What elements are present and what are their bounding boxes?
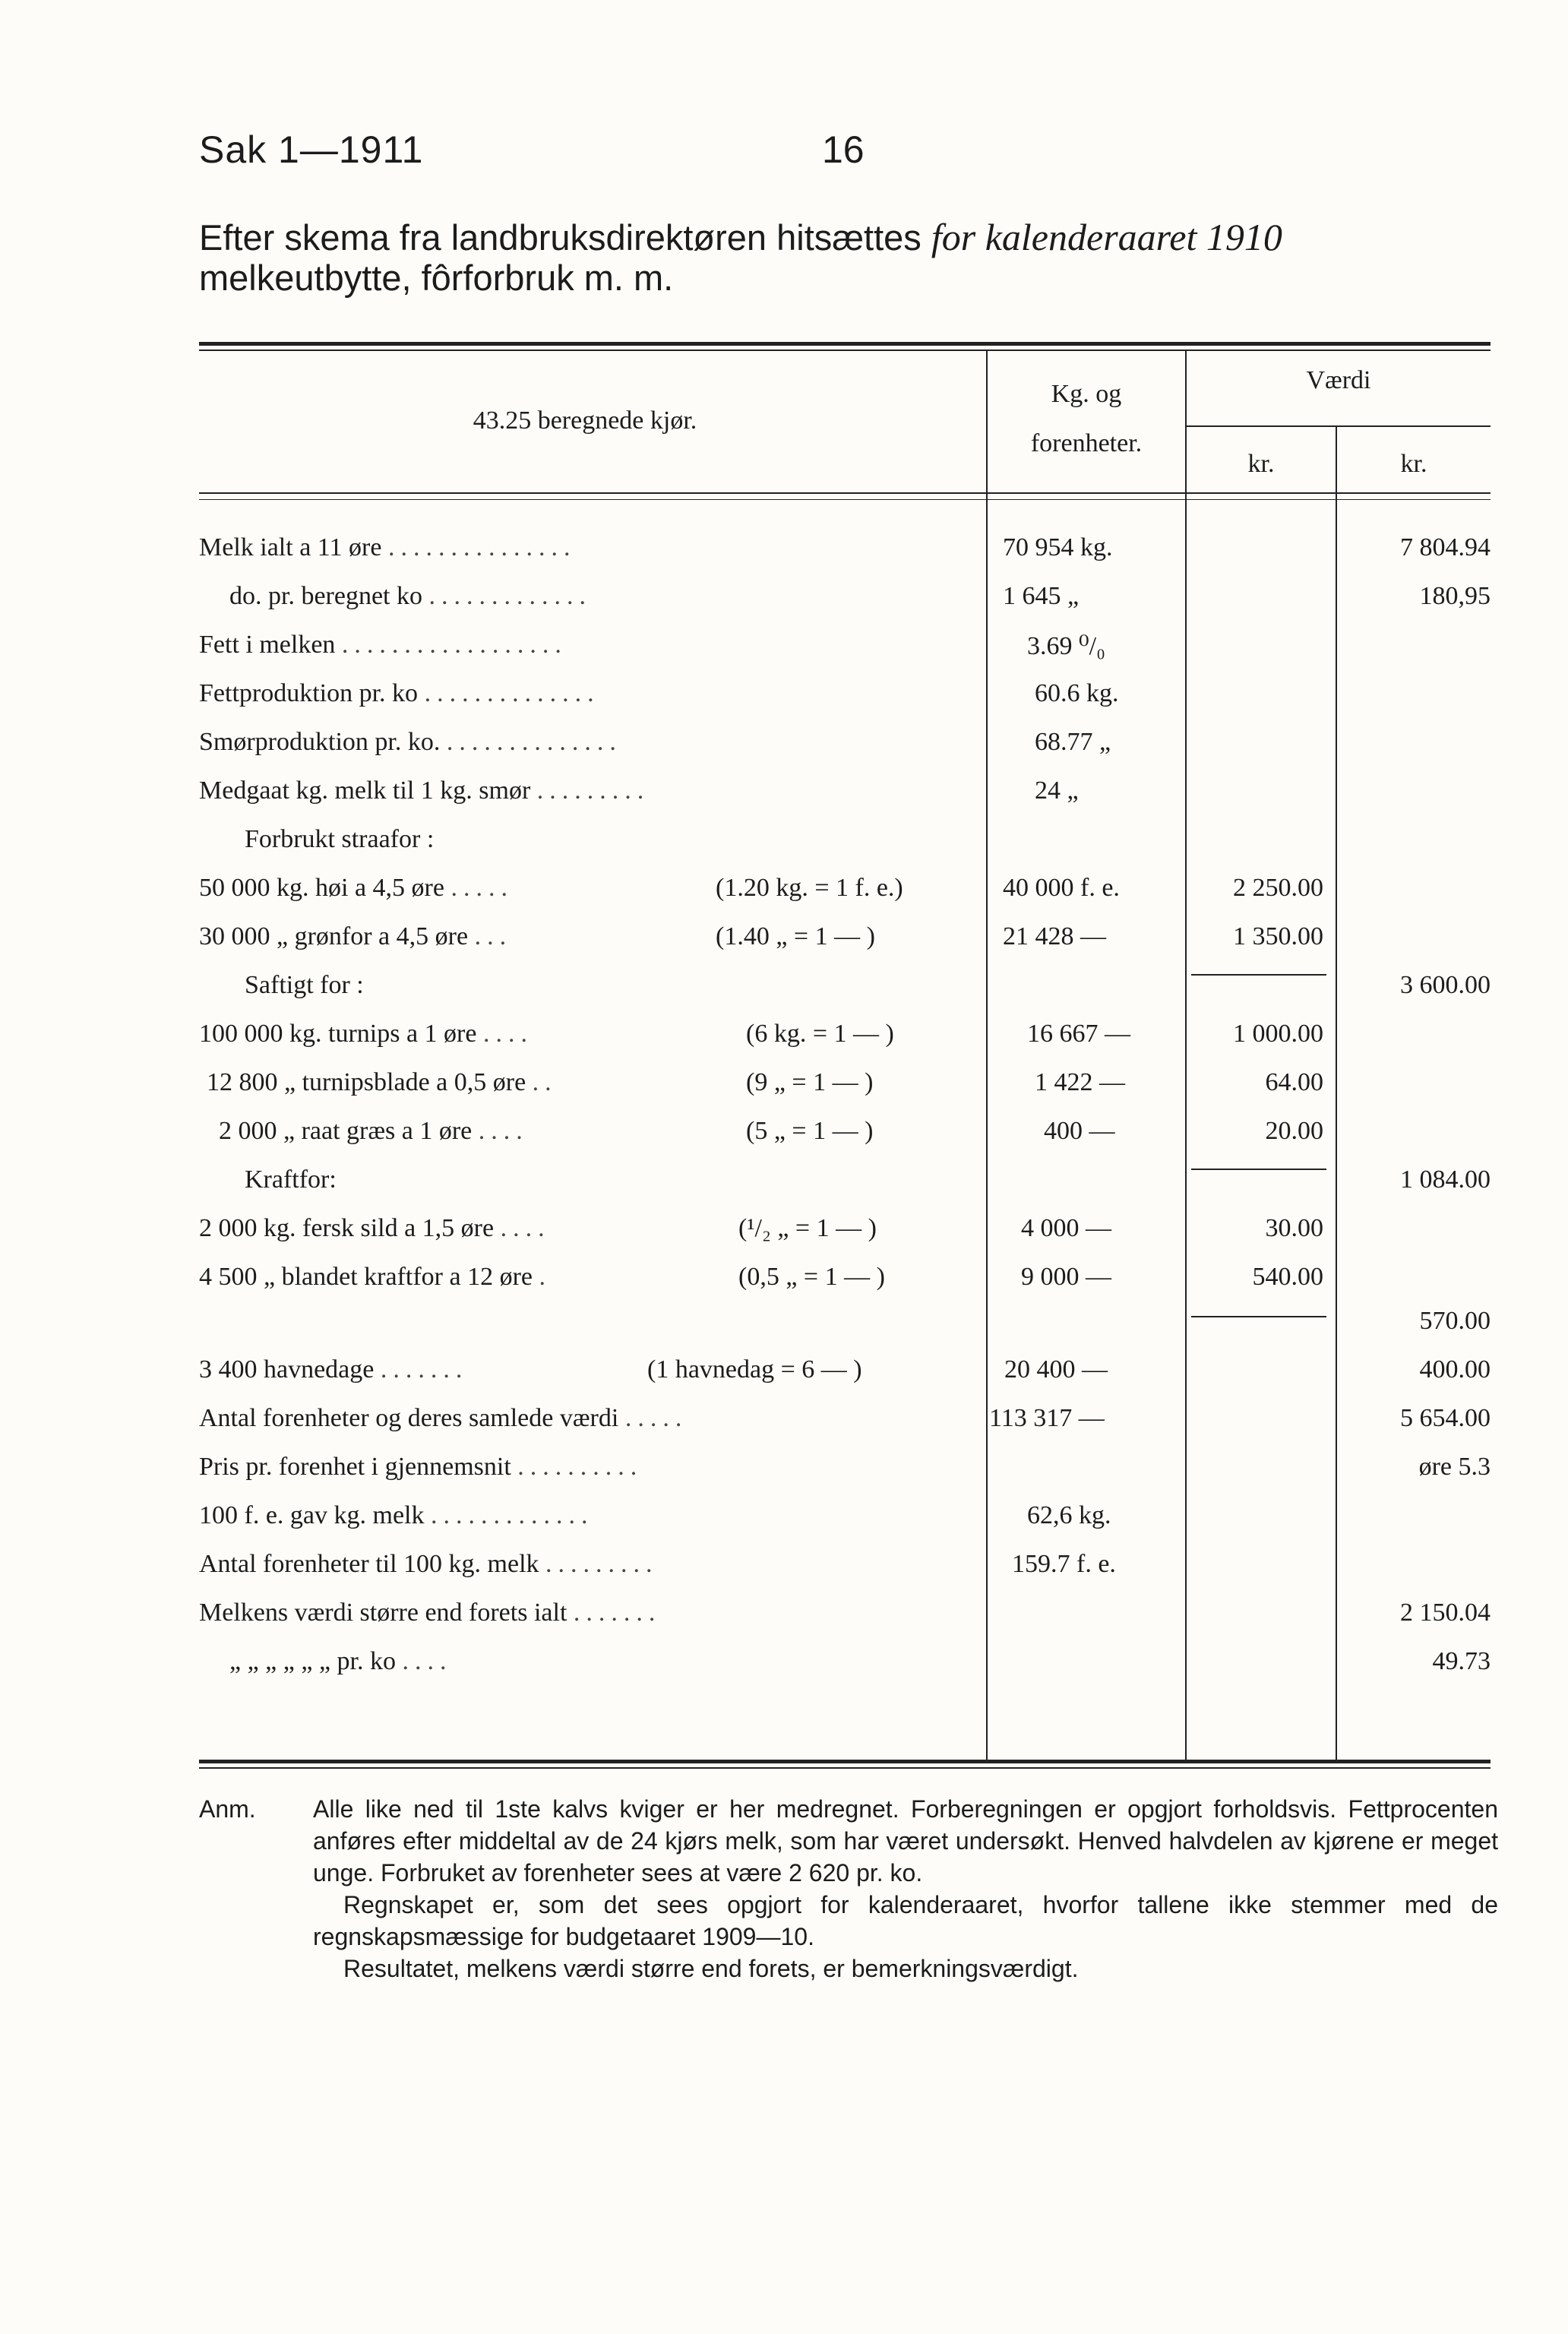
leader-dots: .. xyxy=(532,1068,558,1096)
row-value: 180,95 xyxy=(1419,582,1491,610)
row-quantity: 4 000 — xyxy=(1021,1214,1111,1242)
row-value: 49.73 xyxy=(1432,1647,1491,1675)
table-row xyxy=(199,533,1491,582)
row-quantity: 16 667 — xyxy=(1027,1020,1130,1048)
table-row xyxy=(199,1453,1491,1501)
intro-italic: for kalenderaaret 1910 xyxy=(931,216,1282,258)
table-row xyxy=(199,728,1491,776)
kr-heading-2: kr. xyxy=(1400,450,1427,478)
row-label: 4 500 „ blandet kraftfor a 12 øre xyxy=(199,1263,533,1291)
leader-dots: .... xyxy=(402,1647,453,1675)
row-label: Pris pr. forenhet i gjennemsnit xyxy=(199,1453,511,1481)
subtotal-rule xyxy=(1191,1169,1326,1170)
row-label: Smørproduktion pr. ko. xyxy=(199,728,441,756)
qty-heading-line1: Kg. og xyxy=(1051,380,1122,408)
leader-dots: ............. xyxy=(431,1501,594,1529)
row-label: 50 000 kg. høi a 4,5 øre xyxy=(199,874,444,902)
row-value: 2 150.04 xyxy=(1400,1599,1491,1627)
row-value: 7 804.94 xyxy=(1400,533,1491,561)
leader-dots: ....... xyxy=(573,1599,662,1627)
row-quantity: 159.7 f. e. xyxy=(1012,1550,1116,1578)
kr-heading-1: kr. xyxy=(1247,450,1275,478)
row-ratio: (1.40 „ = 1 — ) xyxy=(716,922,875,950)
subtotal-saftigt: 3 600.00 xyxy=(1400,971,1491,999)
row-quantity: 24 „ xyxy=(1035,776,1079,805)
row-quantity: 20 400 — xyxy=(1004,1355,1108,1384)
row-label: 2 000 kg. fersk sild a 1,5 øre xyxy=(199,1214,495,1242)
table-row xyxy=(199,582,1491,631)
leader-dots: .... xyxy=(482,1020,533,1048)
row-label: Medgaat kg. melk til 1 kg. smør xyxy=(199,776,531,805)
row-label: Melkens værdi større end forets ialt xyxy=(199,1599,567,1627)
note-body xyxy=(313,1793,1498,1985)
row-ratio: (0,5 „ = 1 — ) xyxy=(738,1263,885,1291)
intro-text: Efter skema fra landbruksdirektøren hitsættes xyxy=(199,217,931,258)
row-quantity: 1 422 — xyxy=(1035,1068,1125,1096)
row-value: 5 654.00 xyxy=(1400,1404,1491,1432)
leader-dots: .................. xyxy=(341,631,567,659)
row-label: 3 400 havnedage xyxy=(199,1355,375,1384)
row-label: Fettproduktion pr. ko xyxy=(199,679,419,707)
table-row xyxy=(199,1647,1491,1696)
qty-heading-line2: forenheter. xyxy=(1030,429,1143,457)
row-label: Antal forenheter til 100 kg. melk xyxy=(199,1550,539,1578)
table-top-rule-thin xyxy=(199,349,1491,351)
row-value: 400.00 xyxy=(1419,1355,1491,1384)
row-value: 1 000.00 xyxy=(1233,1020,1323,1048)
row-quantity: 400 — xyxy=(1044,1117,1115,1145)
table-row xyxy=(199,1263,1491,1311)
table-row xyxy=(199,1599,1491,1647)
table-row xyxy=(199,1501,1491,1550)
table-bottom-rule-thin xyxy=(199,1767,1491,1769)
subtotal-rule xyxy=(1191,974,1326,976)
row-quantity: 40 000 f. e. xyxy=(1003,874,1120,902)
note-paragraph-3: Resultatet, melkens værdi større end forets, er bemerkningsværdigt. xyxy=(343,1955,1079,1982)
row-value: 540.00 xyxy=(1252,1263,1323,1291)
row-quantity: 113 317 — xyxy=(989,1404,1105,1432)
section-heading-kraftfor: Kraftfor: xyxy=(245,1165,337,1194)
leader-dots: .............. xyxy=(446,728,622,756)
section-heading-straafor: Forbrukt straafor : xyxy=(245,825,435,853)
row-label: do. pr. beregnet ko xyxy=(229,582,422,610)
note-tag: Anm. xyxy=(199,1795,256,1823)
leader-dots: .............. xyxy=(424,679,600,707)
row-label: Melk ialt a 11 øre xyxy=(199,533,382,561)
notes-block xyxy=(199,1793,1498,2097)
row-quantity: 9 000 — xyxy=(1021,1263,1111,1291)
row-ratio: (6 kg. = 1 — ) xyxy=(746,1020,894,1048)
row-label: Fett i melken xyxy=(199,631,336,659)
subtotal-rule xyxy=(1191,1316,1326,1317)
row-quantity: 68.77 „ xyxy=(1035,728,1111,756)
table-bottom-rule xyxy=(199,1760,1491,1763)
leader-dots: ......... xyxy=(545,1550,659,1578)
leader-dots: ............. xyxy=(428,582,592,610)
table-row xyxy=(199,1117,1491,1165)
table-row xyxy=(199,679,1491,728)
note-paragraph-2: Regnskapet er, som det sees opgjort for kalenderaaret, hvorfor tallene ikke stemmer med de regnskapsmæssige for budgetaaret 1909—10. xyxy=(313,1891,1498,1950)
table-row xyxy=(199,874,1491,922)
row-value: øre 5.3 xyxy=(1418,1453,1491,1481)
leader-dots: ....... xyxy=(380,1355,469,1384)
intro-line-1 xyxy=(199,215,1282,259)
table-row xyxy=(199,922,1491,971)
row-label: „ „ „ „ „ „ pr. ko xyxy=(229,1647,396,1675)
row-quantity: 1 645 „ xyxy=(1003,582,1080,610)
document-reference: Sak 1—1911 xyxy=(199,128,424,171)
leader-dots: .... xyxy=(478,1117,529,1145)
table-row xyxy=(199,631,1491,679)
leader-dots: . xyxy=(539,1263,552,1291)
row-value: 2 250.00 xyxy=(1233,874,1323,902)
leader-dots: ..... xyxy=(450,874,514,902)
row-quantity: 70 954 kg. xyxy=(1003,533,1113,561)
note-paragraph-1: Alle like ned til 1ste kalvs kviger er her medregnet. Forberegningen er opgjort forholdsvis. Fettprocenten anføres efter middeltal av de 24 kjørs melk, som har været undersøkt. Henved halvdelen av kjørene er meget unge. Forbruket av forenheter sees at være 2 620 pr. ko. xyxy=(313,1795,1498,1886)
cows-heading: 43.25 beregnede kjør. xyxy=(473,406,697,435)
row-label: 100 000 kg. turnips a 1 øre xyxy=(199,1020,477,1048)
table-row xyxy=(199,1020,1491,1068)
value-heading: Værdi xyxy=(1306,366,1371,394)
leader-dots: ..... xyxy=(624,1404,688,1432)
header-bottom-rule-2 xyxy=(199,499,1491,500)
row-value: 20.00 xyxy=(1265,1117,1323,1145)
row-label: 30 000 „ grønfor a 4,5 øre xyxy=(199,922,469,950)
row-ratio: (1.20 kg. = 1 f. e.) xyxy=(716,874,903,902)
row-label: 100 f. e. gav kg. melk xyxy=(199,1501,425,1529)
intro-line-2: melkeutbytte, fôrforbruk m. m. xyxy=(199,258,674,298)
table-row xyxy=(199,1214,1491,1263)
table-row xyxy=(199,1550,1491,1599)
leader-dots: .......... xyxy=(517,1453,643,1481)
row-quantity: 3.69 ⁰/₀ xyxy=(1027,632,1105,660)
subtotal-saftigt-value: 1 084.00 xyxy=(1400,1165,1491,1194)
row-quantity: 62,6 kg. xyxy=(1027,1501,1111,1529)
leader-dots: ......... xyxy=(536,776,650,805)
table-row xyxy=(199,1355,1491,1404)
section-heading-saftigt: Saftigt for : xyxy=(245,971,364,999)
value-divider xyxy=(1185,425,1491,427)
row-value: 1 350.00 xyxy=(1233,922,1323,950)
row-ratio: (5 „ = 1 — ) xyxy=(746,1117,874,1145)
row-quantity: 60.6 kg. xyxy=(1035,679,1119,707)
row-label: Antal forenheter og deres samlede værdi xyxy=(199,1404,619,1432)
row-label: 12 800 „ turnipsblade a 0,5 øre xyxy=(207,1068,526,1096)
row-quantity: 21 428 — xyxy=(1003,922,1106,950)
row-value: 64.00 xyxy=(1265,1068,1323,1096)
page-number: 16 xyxy=(822,128,865,171)
leader-dots: .... xyxy=(500,1214,551,1242)
table-row xyxy=(199,1068,1491,1117)
row-value: 30.00 xyxy=(1265,1214,1323,1242)
row-label: 2 000 „ raat græs a 1 øre xyxy=(219,1117,473,1145)
table-top-rule xyxy=(199,342,1491,346)
header-bottom-rule xyxy=(199,492,1491,494)
row-ratio: (1 havnedag = 6 — ) xyxy=(647,1355,862,1384)
row-ratio: (¹/₂ „ = 1 — ) xyxy=(738,1214,877,1242)
table-row xyxy=(199,1404,1491,1453)
table-row xyxy=(199,776,1491,825)
leader-dots: ............... xyxy=(387,533,577,561)
row-ratio: (9 „ = 1 — ) xyxy=(746,1068,874,1096)
leader-dots: ... xyxy=(474,922,513,950)
subtotal-kraftfor: 570.00 xyxy=(1419,1307,1491,1335)
